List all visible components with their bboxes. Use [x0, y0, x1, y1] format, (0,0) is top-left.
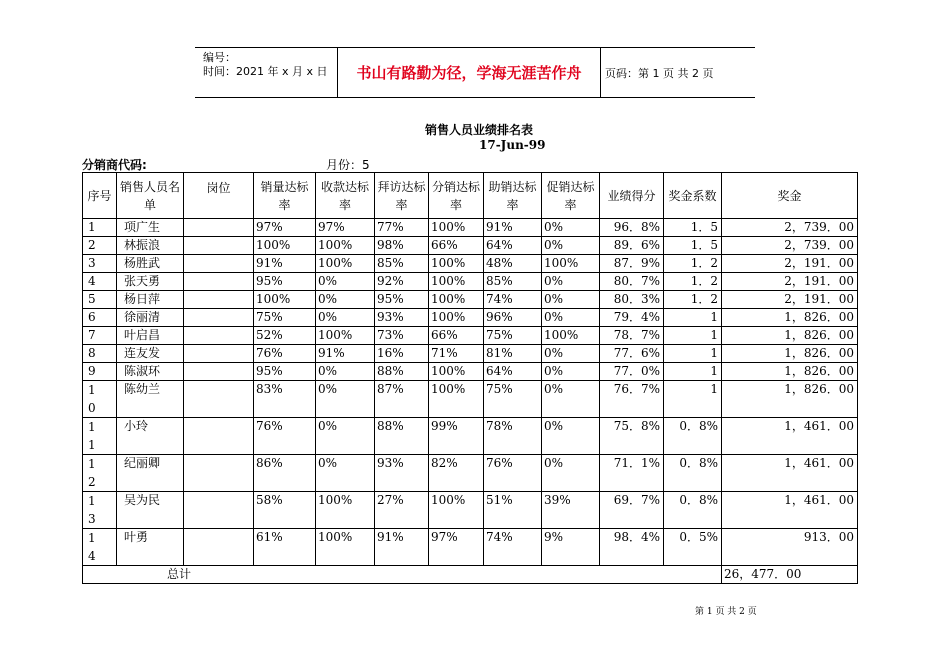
cell-assist: 91% [484, 219, 542, 237]
cell-visit: 92% [375, 273, 429, 291]
cell-name: 吴为民 [117, 492, 184, 529]
cell-promo: 0% [542, 418, 600, 455]
cell-score: 89．6% [600, 237, 664, 255]
cell-seq: 13 [83, 492, 117, 529]
cell-sales: 58% [254, 492, 316, 529]
cell-coef: 1．2 [664, 255, 722, 273]
cell-bonus: 1，461．00 [722, 492, 858, 529]
header-promo-label: 促销达标率 [546, 179, 595, 212]
cell-seq: 4 [83, 273, 117, 291]
cell-sales: 95% [254, 363, 316, 381]
header-distribution [429, 173, 484, 219]
cell-bonus: 1，461．00 [722, 418, 858, 455]
cell-coef: 0．8% [664, 492, 722, 529]
cell-promo: 0% [542, 345, 600, 363]
cell-post [184, 455, 254, 492]
header-bonus-label: 奖金 [777, 188, 802, 203]
cell-collection: 0% [316, 309, 375, 327]
header-promo [542, 173, 600, 219]
table-row [83, 255, 858, 273]
cell-visit: 88% [375, 418, 429, 455]
cell-assist: 85% [484, 273, 542, 291]
number-label: 编号： [203, 51, 236, 64]
cell-sales: 83% [254, 381, 316, 418]
cell-promo: 9% [542, 529, 600, 566]
cell-promo: 0% [542, 237, 600, 255]
header-meta [195, 48, 338, 97]
cell-score: 80．7% [600, 273, 664, 291]
cell-score: 77．0% [600, 363, 664, 381]
cell-promo: 0% [542, 455, 600, 492]
cell-score: 98．4% [600, 529, 664, 566]
cell-collection: 0% [316, 381, 375, 418]
cell-name: 纪丽卿 [117, 455, 184, 492]
cell-distribution: 100% [429, 363, 484, 381]
header-score [600, 173, 664, 219]
table-row [83, 529, 858, 566]
cell-bonus: 2，191．00 [722, 291, 858, 309]
cell-seq: 2 [83, 237, 117, 255]
cell-coef: 1．5 [664, 237, 722, 255]
cell-score: 80．3% [600, 291, 664, 309]
cell-name: 陈幼兰 [117, 381, 184, 418]
cell-seq: 5 [83, 291, 117, 309]
cell-collection: 100% [316, 327, 375, 345]
cell-assist: 74% [484, 291, 542, 309]
cell-coef: 1 [664, 309, 722, 327]
cell-visit: 87% [375, 381, 429, 418]
cell-distribution: 97% [429, 529, 484, 566]
header-post [184, 173, 254, 219]
cell-score: 87．9% [600, 255, 664, 273]
cell-score: 71．1% [600, 455, 664, 492]
cell-name: 项广生 [117, 219, 184, 237]
cell-post [184, 345, 254, 363]
cell-distribution: 100% [429, 273, 484, 291]
cell-name: 林振浪 [117, 237, 184, 255]
cell-distribution: 100% [429, 309, 484, 327]
cell-post [184, 291, 254, 309]
cell-post [184, 309, 254, 327]
report-date: 17-Jun-99 [479, 138, 546, 152]
header-page-label: 页码：第 1 页 共 2 页 [605, 66, 714, 80]
header-assist [484, 173, 542, 219]
cell-score: 77．6% [600, 345, 664, 363]
cell-coef: 1 [664, 363, 722, 381]
cell-collection: 0% [316, 418, 375, 455]
cell-sales: 100% [254, 237, 316, 255]
cell-distribution: 100% [429, 255, 484, 273]
cell-assist: 78% [484, 418, 542, 455]
cell-sales: 76% [254, 345, 316, 363]
cell-assist: 64% [484, 363, 542, 381]
cell-seq: 8 [83, 345, 117, 363]
cell-sales: 52% [254, 327, 316, 345]
cell-visit: 98% [375, 237, 429, 255]
header-visit-label: 拜访达标率 [377, 179, 426, 212]
cell-name: 小玲 [117, 418, 184, 455]
cell-sales: 100% [254, 291, 316, 309]
cell-visit: 95% [375, 291, 429, 309]
table-row [83, 291, 858, 309]
cell-visit: 73% [375, 327, 429, 345]
header-sales-label: 销量达标率 [260, 179, 309, 212]
cell-distribution: 66% [429, 237, 484, 255]
cell-promo: 100% [542, 255, 600, 273]
table-row [83, 418, 858, 455]
table-row [83, 381, 858, 418]
cell-name: 杨日萍 [117, 291, 184, 309]
cell-post [184, 237, 254, 255]
cell-visit: 77% [375, 219, 429, 237]
cell-score: 96．8% [600, 219, 664, 237]
distributor-code-label: 分销商代码: [82, 158, 147, 172]
cell-bonus: 2，739．00 [722, 219, 858, 237]
cell-promo: 0% [542, 309, 600, 327]
cell-post [184, 327, 254, 345]
cell-coef: 1．5 [664, 219, 722, 237]
cell-name: 叶勇 [117, 529, 184, 566]
cell-seq: 1 [83, 219, 117, 237]
cell-post [184, 273, 254, 291]
cell-visit: 93% [375, 455, 429, 492]
header-bonus [722, 173, 858, 219]
header-name-label: 销售人员名单 [119, 179, 180, 212]
cell-name: 陈淑环 [117, 363, 184, 381]
cell-coef: 1 [664, 345, 722, 363]
header-collection [316, 173, 375, 219]
cell-bonus: 2，739．00 [722, 237, 858, 255]
cell-promo: 0% [542, 291, 600, 309]
cell-distribution: 82% [429, 455, 484, 492]
cell-seq: 10 [83, 381, 117, 418]
cell-coef: 1 [664, 327, 722, 345]
cell-score: 76．7% [600, 381, 664, 418]
cell-assist: 74% [484, 529, 542, 566]
table-row [83, 309, 858, 327]
total-row [83, 566, 858, 584]
report-title: 销售人员业绩排名表 [425, 123, 534, 137]
cell-sales: 86% [254, 455, 316, 492]
cell-seq: 11 [83, 418, 117, 455]
table-row [83, 492, 858, 529]
cell-promo: 0% [542, 219, 600, 237]
cell-collection: 100% [316, 237, 375, 255]
cell-post [184, 255, 254, 273]
cell-visit: 88% [375, 363, 429, 381]
cell-coef: 0．8% [664, 455, 722, 492]
cell-bonus: 1，826．00 [722, 381, 858, 418]
cell-promo: 0% [542, 363, 600, 381]
cell-visit: 27% [375, 492, 429, 529]
header-seq-label: 序号 [87, 188, 112, 203]
cell-seq: 7 [83, 327, 117, 345]
cell-sales: 75% [254, 309, 316, 327]
cell-visit: 91% [375, 529, 429, 566]
cell-collection: 0% [316, 363, 375, 381]
cell-visit: 93% [375, 309, 429, 327]
cell-assist: 76% [484, 455, 542, 492]
cell-bonus: 2，191．00 [722, 255, 858, 273]
cell-name: 杨胜武 [117, 255, 184, 273]
cell-post [184, 219, 254, 237]
cell-promo: 39% [542, 492, 600, 529]
header-post-label: 岗位 [206, 181, 231, 195]
cell-visit: 85% [375, 255, 429, 273]
header-collection-label: 收款达标率 [320, 179, 369, 212]
cell-seq: 6 [83, 309, 117, 327]
cell-sales: 91% [254, 255, 316, 273]
cell-collection: 100% [316, 529, 375, 566]
cell-seq: 3 [83, 255, 117, 273]
cell-sales: 61% [254, 529, 316, 566]
page-footer: 第 1 页 共 2 页 [695, 607, 757, 617]
cell-score: 75．8% [600, 418, 664, 455]
cell-collection: 0% [316, 273, 375, 291]
cell-assist: 51% [484, 492, 542, 529]
cell-collection: 97% [316, 219, 375, 237]
cell-bonus: 913．00 [722, 529, 858, 566]
cell-seq: 14 [83, 529, 117, 566]
cell-assist: 75% [484, 327, 542, 345]
cell-post [184, 381, 254, 418]
cell-distribution: 100% [429, 291, 484, 309]
cell-collection: 91% [316, 345, 375, 363]
cell-name: 徐丽清 [117, 309, 184, 327]
cell-assist: 81% [484, 345, 542, 363]
cell-name: 张天勇 [117, 273, 184, 291]
cell-coef: 0．5% [664, 529, 722, 566]
cell-visit: 16% [375, 345, 429, 363]
table-row [83, 345, 858, 363]
header-score-label: 业绩得分 [607, 188, 656, 203]
document-header [195, 47, 755, 98]
cell-score: 69．7% [600, 492, 664, 529]
date-label: 时间：2021 年 x 月 x 日 [203, 65, 328, 78]
header-coef-label: 奖金系数 [668, 188, 717, 203]
table-row [83, 363, 858, 381]
cell-bonus: 1，826．00 [722, 327, 858, 345]
cell-collection: 100% [316, 492, 375, 529]
cell-post [184, 363, 254, 381]
header-seq [83, 173, 117, 219]
cell-score: 78．7% [600, 327, 664, 345]
header-visit [375, 173, 429, 219]
cell-coef: 0．8% [664, 418, 722, 455]
header-coef [664, 173, 722, 219]
cell-coef: 1．2 [664, 273, 722, 291]
cell-distribution: 100% [429, 219, 484, 237]
cell-bonus: 1，826．00 [722, 363, 858, 381]
cell-sales: 97% [254, 219, 316, 237]
month-label: 月份：5 [326, 158, 370, 172]
header-sales [254, 173, 316, 219]
cell-bonus: 1，826．00 [722, 309, 858, 327]
cell-coef: 1．2 [664, 291, 722, 309]
cell-bonus: 1，461．00 [722, 455, 858, 492]
table-row [83, 327, 858, 345]
cell-sales: 95% [254, 273, 316, 291]
cell-name: 叶启昌 [117, 327, 184, 345]
table-row [83, 273, 858, 291]
table-row [83, 237, 858, 255]
cell-distribution: 71% [429, 345, 484, 363]
ranking-table [82, 172, 858, 584]
cell-collection: 0% [316, 455, 375, 492]
cell-promo: 0% [542, 381, 600, 418]
cell-coef: 1 [664, 381, 722, 418]
cell-assist: 48% [484, 255, 542, 273]
cell-score: 79．4% [600, 309, 664, 327]
cell-post [184, 529, 254, 566]
cell-seq: 9 [83, 363, 117, 381]
cell-collection: 0% [316, 291, 375, 309]
header-assist-label: 助销达标率 [488, 179, 537, 212]
table-header-row [83, 173, 858, 219]
cell-promo: 0% [542, 273, 600, 291]
cell-assist: 64% [484, 237, 542, 255]
cell-distribution: 100% [429, 492, 484, 529]
cell-seq: 12 [83, 455, 117, 492]
total-label: 总计 [83, 566, 722, 584]
cell-distribution: 66% [429, 327, 484, 345]
cell-distribution: 99% [429, 418, 484, 455]
cell-distribution: 100% [429, 381, 484, 418]
cell-assist: 96% [484, 309, 542, 327]
cell-sales: 76% [254, 418, 316, 455]
cell-post [184, 418, 254, 455]
cell-post [184, 492, 254, 529]
table-row [83, 455, 858, 492]
cell-promo: 100% [542, 327, 600, 345]
cell-collection: 100% [316, 255, 375, 273]
header-distribution-label: 分销达标率 [431, 179, 480, 212]
header-motto: 书山有路勤为径，学海无涯苦作舟 [338, 48, 601, 97]
cell-bonus: 2，191．00 [722, 273, 858, 291]
cell-bonus: 1，826．00 [722, 345, 858, 363]
cell-name: 连友发 [117, 345, 184, 363]
cell-assist: 75% [484, 381, 542, 418]
header-name [117, 173, 184, 219]
total-value: 26，477．00 [722, 566, 858, 584]
table-row [83, 219, 858, 237]
